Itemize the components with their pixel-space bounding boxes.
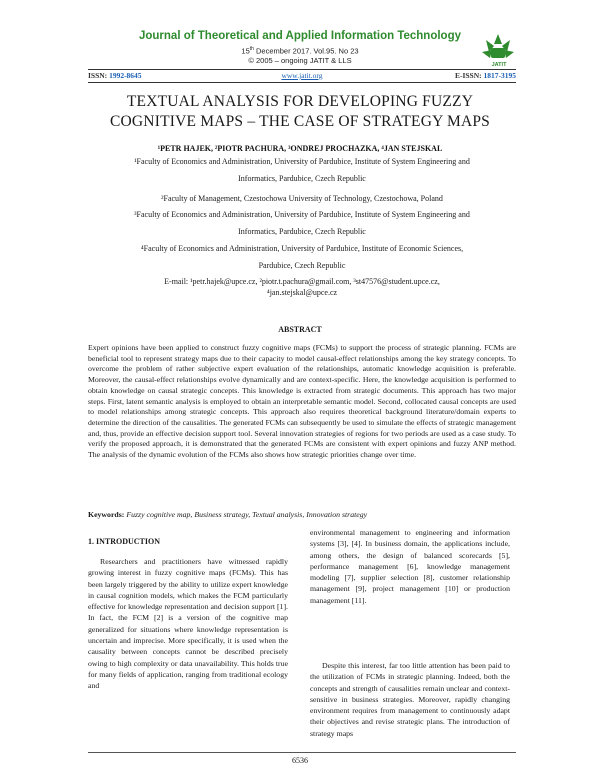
header-bottom-rule [88, 82, 516, 83]
header-top-rule [88, 69, 516, 70]
logo-text: JATIT [491, 62, 507, 68]
journal-copyright: © 2005 – ongoing JATIT & LLS [248, 56, 352, 65]
keywords [88, 510, 516, 519]
intro-left-column: Researchers and practitioners have witnessed rapidly growing interest in fuzzy cognitive maps (FCMs). This has been largely triggered by the ability to utilize expert knowledge in causal cognition models, which makes the FCM particularly effective for knowledge representation and decision support [1]. In fact, the FCM [2] is a version of the cognitive map generalized for situations where knowledge representation is uncertain and imprecise. More specifically, it is used when the causality between concepts cannot be described precisely owing to high complexity or data unavailability. This holds true for many fields of application, ranging from traditional ecology and [88, 557, 288, 691]
paper-title-line2: COGNITIVE MAPS – THE CASE OF STRATEGY MAPS [109, 113, 490, 130]
affiliation-4-line2: Pardubice, Czech Republic [258, 261, 346, 270]
issn-value: 1992-8645 [109, 71, 142, 80]
keywords-label: Keywords: [88, 510, 127, 519]
issue-day: 15 [241, 46, 250, 56]
affiliation-1-line1: ¹Faculty of Economics and Administration, University of Pardubice, Institute of System Engineering and [134, 157, 470, 166]
email-line2: ⁴jan.stejskal@upce.cz [266, 288, 338, 297]
journal-title: Journal of Theoretical and Applied Information Technology [138, 30, 462, 42]
affiliation-4-line1: ⁴Faculty of Economics and Administration, University of Pardubice, Institute of Economic Sciences, [140, 244, 464, 253]
eissn-label: E-ISSN: [454, 71, 484, 80]
footer-rule [88, 752, 516, 753]
paper-title-line1: TEXTUAL ANALYSIS FOR DEVELOPING FUZZY [126, 93, 474, 110]
affiliation-2 [88, 190, 516, 207]
affiliation-1-line2: Informatics, Pardubice, Czech Republic [238, 174, 366, 183]
affiliation-3-line1: ³Faculty of Economics and Administration, University of Pardubice, Institute of System Engineering and [134, 210, 470, 219]
intro-right-paragraph-2: Despite this interest, far too little attention has been paid to the utilization of FCMs in strategic planning. Indeed, both the concepts and strength of causalities remain unclear and context-sensitive in business strategies. Moreover, rapidly changing environment requires from management to continuously adapt their objectives and revise strategic plans. The introduction of strategy maps [310, 661, 510, 738]
paper-title [80, 92, 520, 132]
keywords-list: Fuzzy cognitive map, Business strategy, Textual analysis, Innovation strategy [126, 510, 368, 519]
issue-day-suffix: th [249, 46, 254, 52]
issn-label: ISSN: [88, 71, 110, 80]
affiliation-3-line2: Informatics, Pardubice, Czech Republic [238, 227, 366, 236]
affiliation-2-line1: ²Faculty of Management, Czestochowa University of Technology, Czestochowa, Poland [161, 194, 443, 203]
affiliation-3 [88, 206, 516, 240]
journal-url-link[interactable]: www.jatit.org [281, 71, 323, 80]
intro-right-paragraph-1: environmental management to engineering and information systems [3], [4]. In business domain, the applications include, among others, the design of balanced scorecards [5], performance management [6], knowledge management modeling [7], supplier selection [8], customer relationship management [9], project management [10] or production management [11]. [310, 528, 510, 605]
authors: ¹PETR HAJEK, ²PIOTR PACHURA, ³ONDREJ PROCHAZKA, ⁴JAN STEJSKAL [157, 144, 443, 153]
abstract-heading: ABSTRACT [278, 325, 322, 334]
author-emails [88, 276, 516, 298]
affiliation-4 [88, 240, 516, 274]
issue-rest: December 2017. Vol.95. No 23 [253, 46, 359, 56]
affiliation-1 [88, 153, 516, 187]
abstract-text: Expert opinions have been applied to construct fuzzy cognitive maps (FCMs) to support the process of strategic planning. FCMs are beneficial tool to represent strategy maps due to their capacity to model causal-effect relationships among the key strategy concepts. To overcome the problem of rather subjective expert evaluation of the relationships, automatic knowledge acquisition is preferable. Moreover, the causal-effect relationships evolve dynamically and are context-specific. Here, the knowledge acquisition is performed to obtain knowledge on causal strategic concepts. This knowledge is extracted from strategic documents. This approach has two major steps. First, latent semantic analysis is employed to obtain an interpretable semantic model. Second, collocated causal concepts are used to model relationships among strategic concepts. This approach also requires theoretical background literature/domain experts to determine the direction of the causalities. The generated FCMs can subsequently be used to simulate the effects of strategic management and, thus, provide an effective decision support tool. Several innovation strategies of regions for two periods are used as a case study. To verify the proposed approach, it is demonstrated that the generated FCMs are consistent with expert opinions and fuzzy ANP method. The analysis of the dynamic evolution of the FCMs also shows how strategic priorities change over time. [88, 343, 516, 460]
section-heading-introduction: 1. INTRODUCTION [88, 537, 161, 546]
email-line1: E-mail: ¹petr.hajek@upce.cz, ²piotr.t.pachura@gmail.com, ³st47576@student.upce.cz, [164, 277, 440, 286]
page-number: 6536 [292, 756, 308, 765]
eissn [455, 71, 516, 80]
eissn-value: 1817-3195 [483, 71, 516, 80]
